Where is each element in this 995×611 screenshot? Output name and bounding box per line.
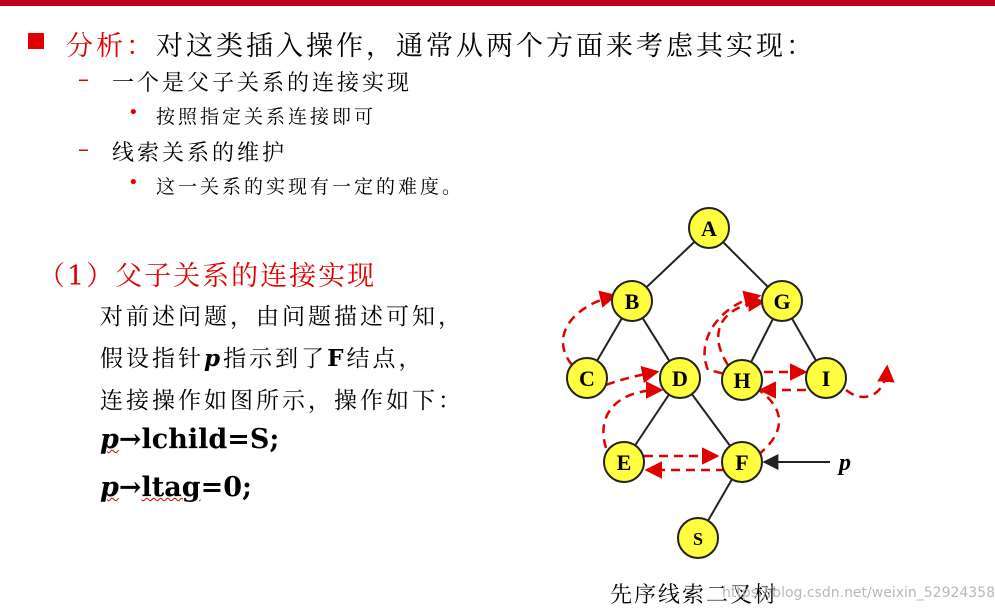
point-1-sub-text: 按照指定关系连接即可 (156, 106, 377, 128)
node-label-a: A (701, 216, 717, 241)
code-arrow: → (118, 472, 142, 503)
code-line-2 (100, 472, 252, 503)
thread-i-null (846, 368, 887, 397)
body-line-2 (100, 340, 424, 373)
heading-keyword: 分析： (66, 31, 156, 62)
code-field: lchild (141, 424, 228, 455)
thread-c-to-b (563, 296, 614, 365)
pointer-p-label: p (839, 450, 851, 476)
node-f-ref: F (327, 345, 347, 372)
dash-bullet-icon: – (78, 67, 89, 92)
node-label-b: B (624, 289, 640, 314)
dash-bullet-icon: – (78, 137, 89, 162)
code-arrow: → (118, 424, 142, 455)
body-line-1: 对前述问题，由问题描述可知， (100, 304, 464, 330)
point-2-sub-text: 这一关系的实现有一定的难度。 (156, 176, 465, 198)
dot-bullet-icon: • (128, 172, 139, 193)
point-1-text: 一个是父子关系的连接实现 (112, 71, 413, 96)
body-line-3: 连接操作如图所示，操作如下： (100, 388, 464, 414)
node-label-g: G (773, 289, 791, 314)
code-rest: =S; (227, 424, 280, 455)
body-line-2-a: 假设指针 (100, 346, 204, 372)
code-field: ltag (141, 472, 201, 503)
main-heading (66, 24, 816, 63)
thread-c-to-d (606, 372, 656, 385)
code-pointer: p (100, 424, 119, 455)
pointer-var: p (204, 345, 224, 372)
node-label-i: I (821, 366, 831, 391)
top-accent-bar (0, 0, 995, 6)
watermark-text: https://blog.csdn.net/weixin_52924358 (722, 585, 995, 601)
figure-caption: 先序线索二叉树 (610, 583, 779, 608)
dot-bullet-icon: • (128, 102, 139, 123)
node-label-e: E (616, 450, 632, 475)
threaded-tree-figure (540, 195, 990, 580)
code-pointer: p (100, 472, 119, 503)
square-bullet-icon (28, 33, 44, 49)
body-line-2-b: 指示到了 (223, 346, 328, 372)
node-label-d: D (672, 366, 688, 391)
section-title: （1）父子关系的连接实现 (38, 261, 377, 292)
heading-text: 对这类插入操作，通常从两个方面来考虑其实现： (156, 31, 816, 62)
point-2-text: 线索关系的维护 (112, 141, 288, 166)
body-line-2-c: 结点， (346, 346, 425, 372)
code-rest: =0; (200, 472, 253, 503)
node-label-s: S (692, 529, 704, 549)
node-label-c: C (579, 366, 595, 391)
node-label-h: H (733, 368, 751, 393)
node-label-f: F (735, 450, 749, 475)
code-line-1 (100, 424, 279, 455)
